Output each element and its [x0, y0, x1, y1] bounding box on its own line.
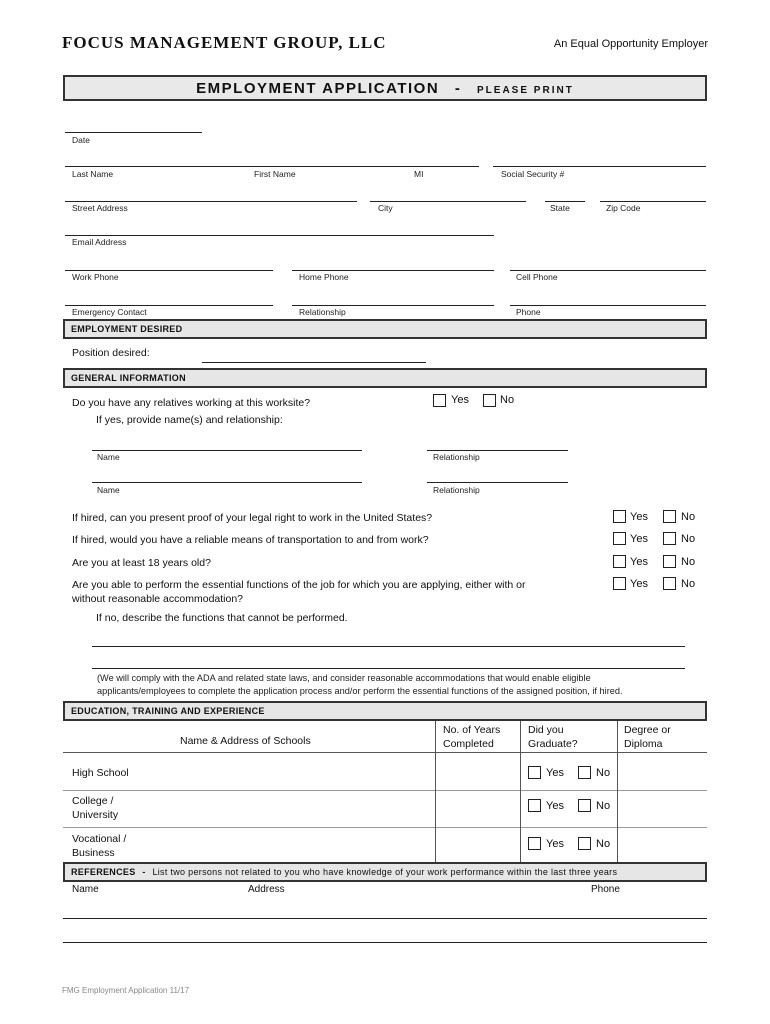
position-desired-field[interactable] [202, 362, 426, 363]
relative-name-field-1[interactable] [92, 450, 362, 451]
references-title: REFERENCES [71, 867, 136, 877]
mi-label: MI [414, 169, 424, 179]
functions-question-line-2: without reasonable accommodation? [72, 593, 244, 605]
education-header: EDUCATION, TRAINING AND EXPERIENCE [63, 701, 707, 721]
education-row-high-school: High School [72, 767, 129, 779]
reference-row-2[interactable] [63, 942, 707, 943]
references-address-label: Address [248, 884, 285, 895]
functions-no-checkbox[interactable] [663, 577, 676, 590]
relative-name-label-1: Name [97, 452, 120, 462]
functions-yes-checkbox[interactable] [613, 577, 626, 590]
relatives-yes-label: Yes [451, 394, 469, 406]
education-header-rule [63, 752, 707, 753]
vocational-no-label: No [596, 838, 611, 850]
relatives-no-label: No [500, 394, 515, 406]
high-school-yes-label: Yes [546, 767, 564, 779]
transportation-question: If hired, would you have a reliable means of transportation to and from work? [72, 534, 429, 546]
legal-right-question: If hired, can you present proof of your legal right to work in the United States? [72, 512, 433, 524]
relative-name-field-2[interactable] [92, 482, 362, 483]
transport-yes-label: Yes [630, 533, 648, 545]
relative-relationship-field-2[interactable] [427, 482, 568, 483]
transport-no-label: No [681, 533, 696, 545]
col-degree-header-2: Diploma [624, 738, 663, 750]
work-phone-label: Work Phone [72, 272, 119, 282]
ada-note-line-2: applicants/employees to complete the application process and/or perform the essential functions of the assigned position, if hired. [97, 686, 623, 696]
college-yes-label: Yes [546, 800, 564, 812]
col-graduate-header-2: Graduate? [528, 738, 578, 750]
education-row-rule-1 [63, 790, 707, 791]
reference-row-1[interactable] [63, 918, 707, 919]
emergency-contact-label: Emergency Contact [72, 307, 147, 317]
relative-relationship-label-2: Relationship [433, 485, 480, 495]
education-row-vocational-2: Business [72, 847, 115, 859]
transport-no-checkbox[interactable] [663, 532, 676, 545]
state-field[interactable] [545, 201, 585, 202]
education-row-college-2: University [72, 809, 119, 821]
age-no-label: No [681, 556, 696, 568]
emergency-relationship-field[interactable] [292, 305, 494, 306]
work-phone-field[interactable] [65, 270, 273, 271]
zip-label: Zip Code [606, 203, 641, 213]
age-question: Are you at least 18 years old? [72, 557, 211, 569]
relatives-yes-checkbox[interactable] [433, 394, 446, 407]
high-school-yes-checkbox[interactable] [528, 766, 541, 779]
vocational-yes-checkbox[interactable] [528, 837, 541, 850]
date-label: Date [72, 135, 90, 145]
transport-yes-checkbox[interactable] [613, 532, 626, 545]
legal-yes-label: Yes [630, 511, 648, 523]
vocational-yes-label: Yes [546, 838, 564, 850]
col-degree-header-1: Degree or [624, 724, 671, 736]
emergency-relationship-label: Relationship [299, 307, 346, 317]
education-row-vocational-1: Vocational / [72, 833, 127, 845]
education-row-rule-2 [63, 827, 707, 828]
cell-phone-label: Cell Phone [516, 272, 558, 282]
education-col-divider-3 [617, 721, 618, 866]
emergency-phone-label: Phone [516, 307, 541, 317]
form-title: EMPLOYMENT APPLICATION [196, 80, 440, 97]
street-label: Street Address [72, 203, 128, 213]
home-phone-field[interactable] [292, 270, 494, 271]
legal-no-checkbox[interactable] [663, 510, 676, 523]
functions-yes-label: Yes [630, 578, 648, 590]
relatives-subquestion: If yes, provide name(s) and relationship: [96, 414, 283, 426]
name-field[interactable] [65, 166, 479, 167]
footer-text: FMG Employment Application 11/17 [62, 986, 190, 995]
education-row-college-1: College / [72, 795, 114, 807]
age-yes-label: Yes [630, 556, 648, 568]
college-yes-checkbox[interactable] [528, 799, 541, 812]
emergency-contact-field[interactable] [65, 305, 273, 306]
functions-question-line-1: Are you able to perform the essential functions of the job for which you are applying, either with or [72, 579, 526, 591]
relative-relationship-field-1[interactable] [427, 450, 568, 451]
first-name-label: First Name [254, 169, 296, 179]
company-name: FOCUS MANAGEMENT GROUP, LLC [62, 33, 387, 52]
zip-field[interactable] [600, 201, 706, 202]
age-yes-checkbox[interactable] [613, 555, 626, 568]
college-no-checkbox[interactable] [578, 799, 591, 812]
general-information-header: GENERAL INFORMATION [63, 368, 707, 388]
col-years-header-1: No. of Years [443, 724, 501, 736]
ssn-field[interactable] [493, 166, 706, 167]
home-phone-label: Home Phone [299, 272, 349, 282]
legal-no-label: No [681, 511, 696, 523]
references-phone-label: Phone [591, 884, 620, 895]
cell-phone-field[interactable] [510, 270, 706, 271]
references-header [63, 862, 707, 882]
high-school-no-label: No [596, 767, 611, 779]
col-schools-header: Name & Address of Schools [180, 735, 311, 747]
email-label: Email Address [72, 237, 127, 247]
last-name-label: Last Name [72, 169, 114, 179]
email-field[interactable] [65, 235, 494, 236]
col-years-header-2: Completed [443, 738, 494, 750]
form-title-dash: - [454, 80, 462, 97]
college-no-label: No [596, 800, 611, 812]
state-label: State [550, 203, 570, 213]
city-field[interactable] [370, 201, 526, 202]
relative-name-label-2: Name [97, 485, 120, 495]
vocational-no-checkbox[interactable] [578, 837, 591, 850]
age-no-checkbox[interactable] [663, 555, 676, 568]
form-title-bar [63, 75, 707, 101]
col-graduate-header-1: Did you [528, 724, 564, 736]
relatives-no-checkbox[interactable] [483, 394, 496, 407]
high-school-no-checkbox[interactable] [578, 766, 591, 779]
education-col-divider-1 [435, 721, 436, 866]
legal-yes-checkbox[interactable] [613, 510, 626, 523]
form-title-sub: PLEASE PRINT [477, 85, 574, 96]
relative-relationship-label-1: Relationship [433, 452, 480, 462]
city-label: City [378, 203, 393, 213]
ada-note-line-1: (We will comply with the ADA and related state laws, and consider reasonable accommodations that would enable eligible [97, 673, 591, 683]
street-field[interactable] [65, 201, 357, 202]
equal-opportunity-text: An Equal Opportunity Employer [553, 38, 708, 50]
education-col-divider-2 [520, 721, 521, 866]
functions-field-2[interactable] [92, 668, 685, 669]
relatives-question: Do you have any relatives working at this worksite? [72, 397, 311, 409]
functions-no-label: No [681, 578, 696, 590]
references-instruction: List two persons not related to you who have knowledge of your work performance within the last three years [152, 867, 618, 877]
ssn-label: Social Security # [501, 169, 565, 179]
functions-subquestion: If no, describe the functions that cannot be performed. [96, 612, 348, 624]
emergency-phone-field[interactable] [510, 305, 706, 306]
references-name-label: Name [72, 884, 99, 895]
references-dash: - [142, 867, 146, 877]
position-desired-label: Position desired: [72, 347, 150, 359]
functions-field-1[interactable] [92, 646, 685, 647]
employment-desired-header: EMPLOYMENT DESIRED [63, 319, 707, 339]
date-field[interactable] [65, 132, 202, 133]
